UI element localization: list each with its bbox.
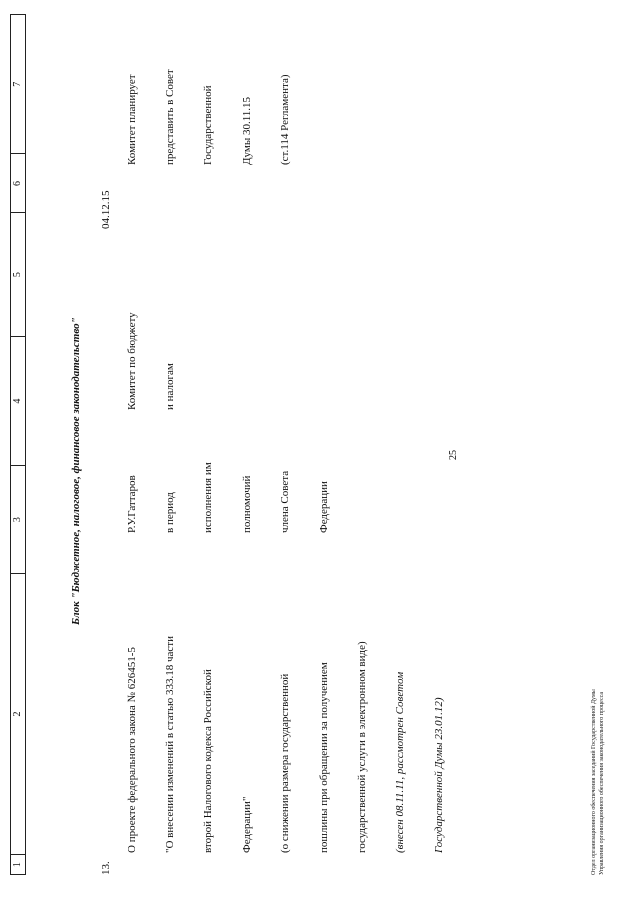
footer-line: Управления организационного обеспечения законодательного процесса <box>599 691 605 875</box>
footer-line: Отдел организационного обеспечения заседаний Государственной Думы <box>591 689 597 875</box>
note-line: Думы 30.11.15 <box>240 96 253 165</box>
author-line: исполнения им <box>202 462 215 533</box>
description-note-line: (внесен 08.11.11, рассмотрен Советом <box>394 671 407 853</box>
description-line: государственной услуги в электронном виде) <box>355 641 368 853</box>
description-line: "О внесении изменений в статью 333.18 части <box>163 636 176 853</box>
description-line: Федерации" <box>240 796 253 853</box>
row-number: 13. <box>100 861 112 875</box>
header-col-5: 5 <box>11 212 25 335</box>
table-header-row <box>10 14 26 875</box>
description-line: (о снижении размера государственной <box>279 673 292 853</box>
author-line: Федерации <box>317 481 330 533</box>
author-line: члена Совета <box>279 470 292 533</box>
header-col-6: 6 <box>11 153 25 212</box>
page-footer <box>590 689 606 875</box>
description-line: второй Налогового кодекса Российской <box>202 669 215 853</box>
note-line: Государственной <box>202 85 215 165</box>
description-note-line: Государственной Думы 23.01.12) <box>432 697 445 853</box>
header-col-1: 1 <box>11 854 25 874</box>
description-line: пошлины при обращении за получением <box>317 662 330 853</box>
header-col-7: 7 <box>12 81 23 87</box>
committee-line: Комитет по бюджету <box>125 312 138 410</box>
note-line: представить в Совет <box>163 69 176 165</box>
row-note <box>100 69 318 165</box>
block-title: Блок "Бюджетное, налоговое, финансовое законодательство" <box>70 317 82 625</box>
row-committee <box>100 312 202 410</box>
note-line: (ст.114 Регламента) <box>279 74 292 165</box>
author-line: Р.У.Гаттаров <box>125 475 138 533</box>
page-number: 25 <box>448 450 459 460</box>
row-author <box>100 462 356 533</box>
row-description <box>100 636 471 853</box>
note-line: Комитет планирует <box>125 74 138 165</box>
header-col-2: 2 <box>11 573 25 854</box>
header-col-3: 3 <box>11 465 25 572</box>
description-line: О проекте федерального закона № 626451-5 <box>125 647 138 853</box>
committee-line: и налогам <box>163 363 176 410</box>
author-line: в период <box>163 492 176 533</box>
author-line: полномочий <box>240 475 253 533</box>
header-col-4: 4 <box>11 336 25 466</box>
row-date: 04.12.15 <box>100 190 112 229</box>
